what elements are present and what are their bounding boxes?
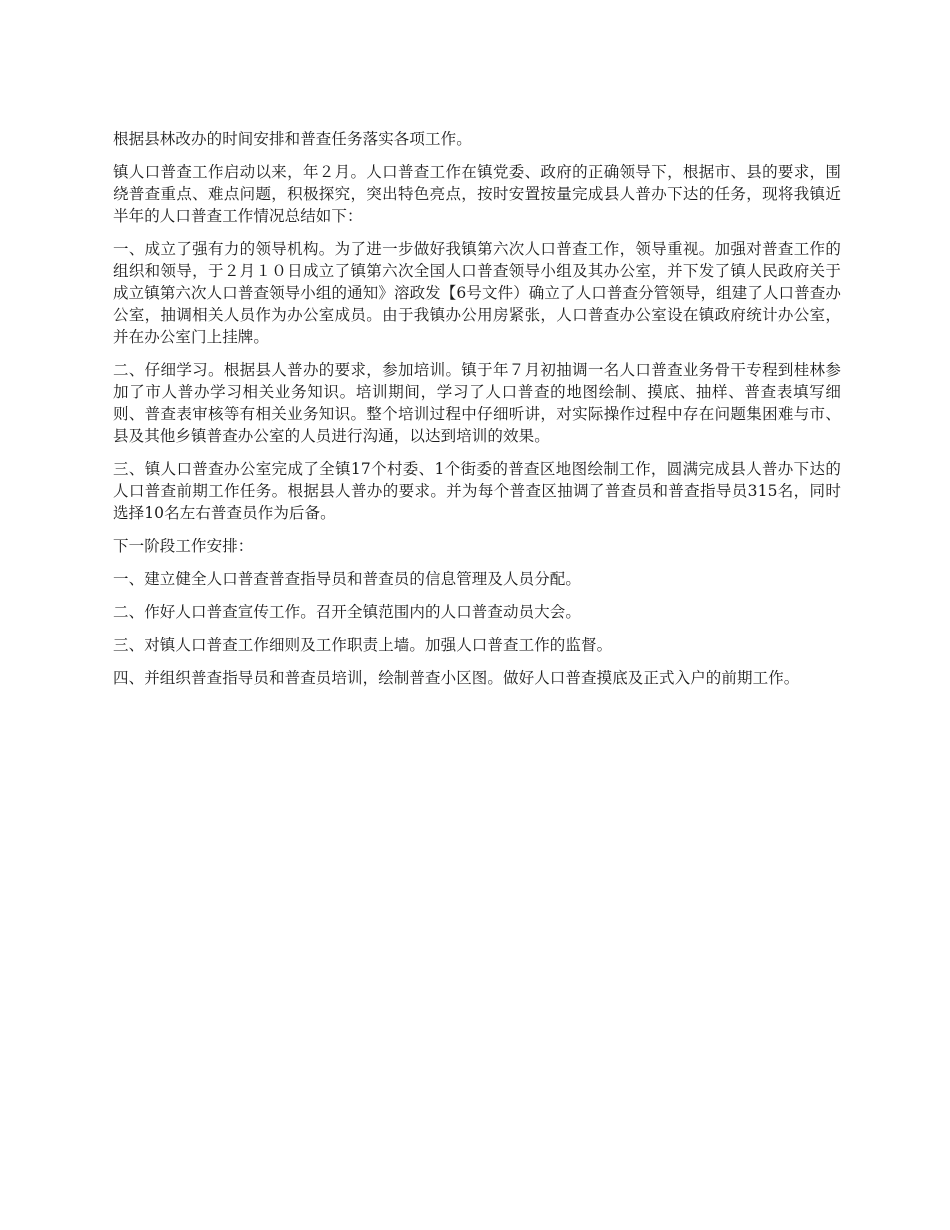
paragraph-section-2: 二、仔细学习。根据县人普办的要求，参加培训。镇于年７月初抽调一名人口普查业务骨干专程到桂林参加了市人普办学习相关业务知识。培训期间，学习了人口普查的地图绘制、摸底、抽样、普查表填写细则、普查表审核等有相关业务知识。整个培训过程中仔细听讲，对实际操作过程中存在问题集困难与市、县及其他乡镇普查办公室的人员进行沟通，以达到培训的效果。 bbox=[113, 361, 841, 445]
paragraph-plan-4: 四、并组织普查指导员和普查员培训，绘制普查小区图。做好人口普查摸底及正式入户的前期工作。 bbox=[113, 669, 800, 687]
paragraph-section-1: 一、成立了强有力的领导机构。为了进一步做好我镇第六次人口普查工作，领导重视。加强对普查工作的组织和领导，于２月１０日成立了镇第六次全国人口普查领导小组及其办公室，并下发了镇人民政府关于成立镇第六次人口普查领导小组的通知》溶政发【6号文件）确立了人口普查分管领导，组建了人口普查办公室，抽调相关人员作为办公室成员。由于我镇办公用房紧张，人口普查办公室设在镇政府统计办公室，并在办公室门上挂牌。 bbox=[113, 240, 841, 346]
paragraph-plan-1: 一、建立健全人口普查普查指导员和普查员的信息管理及人员分配。 bbox=[113, 570, 582, 588]
paragraph-plan-2: 二、作好人口普查宣传工作。召开全镇范围内的人口普查动员大会。 bbox=[113, 603, 582, 621]
paragraph-section-3: 三、镇人口普查办公室完成了全镇17个村委、1个街委的普查区地图绘制工作，圆满完成县人普办下达的人口普查前期工作任务。根据县人普办的要求。并为每个普查区抽调了普查员和普查指导员315名，同时选择10名左右普查员作为后备。 bbox=[113, 460, 841, 522]
paragraph-plan-3: 三、对镇人口普查工作细则及工作职责上墙。加强人口普查工作的监督。 bbox=[113, 636, 613, 654]
paragraph-intro: 根据县林改办的时间安排和普查任务落实各项工作。 bbox=[113, 130, 472, 148]
document-body bbox=[113, 128, 841, 700]
paragraph-summary: 镇人口普查工作启动以来，年２月。人口普查工作在镇党委、政府的正确领导下，根据市、县的要求，围绕普查重点、难点问题，积极探究，突出特色亮点，按时安置按量完成县人普办下达的任务，现将我镇近半年的人口普查工作情况总结如下： bbox=[113, 163, 841, 225]
paragraph-next-stage-heading: 下一阶段工作安排： bbox=[113, 537, 254, 555]
